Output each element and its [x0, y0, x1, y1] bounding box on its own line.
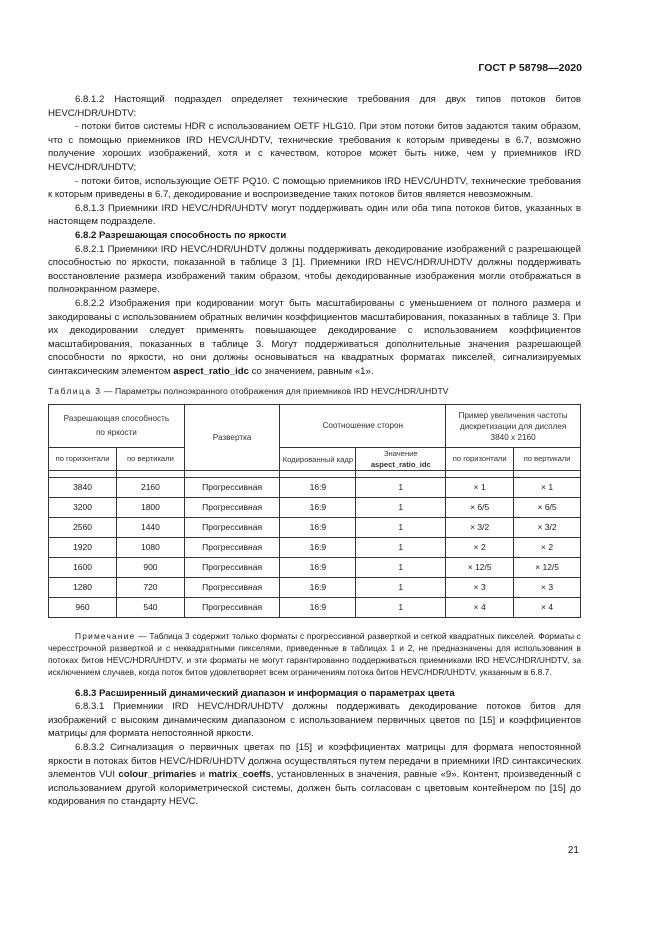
- section-heading-text: 6.8.2 Разрешающая способность по яркости: [75, 229, 287, 241]
- paragraph: 6.8.1.3 Приемники IRD HEVC/HDR/UHDTV могут поддерживать один или оба типа потоков битов, указанных в настоящем подразделе.: [48, 202, 581, 228]
- spacer-cell: [356, 471, 446, 478]
- page-number: 21: [567, 845, 579, 856]
- cell-horizontal: 3840: [49, 478, 117, 498]
- paragraph-text: и: [196, 769, 209, 781]
- cell-idc: 1: [356, 478, 446, 498]
- cell-horizontal: 1280: [49, 578, 117, 598]
- cell-scale-horizontal: × 3: [446, 578, 514, 598]
- cell-scan: Прогрессивная: [184, 558, 280, 578]
- spacer-cell: [446, 471, 514, 478]
- cell-aspect: 16:9: [280, 538, 356, 558]
- cell-aspect: 16:9: [280, 478, 356, 498]
- cell-vertical: 1080: [117, 538, 185, 558]
- cell-scan: Прогрессивная: [184, 478, 280, 498]
- spacer-cell: [117, 471, 185, 478]
- cell-scan: Прогрессивная: [184, 538, 280, 558]
- cell-vertical: 2160: [117, 478, 185, 498]
- standard-header: ГОСТ Р 58798—2020: [478, 62, 582, 74]
- cell-idc: 1: [356, 578, 446, 598]
- table-caption-text: — Параметры полноэкранного отображения для приемников IRD HEVC/HDR/UHDTV: [101, 386, 449, 397]
- syntax-element: aspect_ratio_idc: [173, 365, 249, 377]
- table-body: [49, 471, 581, 618]
- table-note: [48, 631, 581, 679]
- paragraph-text: 6.8.3.2 Сигнализация о первичных цветах по [15] и коэффициентах матрицы для формата непостоянной яркости в потоках битов HEVC/HDR/UHDTV должна осуществляться путем передачи в приемники IRD синтаксических элементов VUI: [48, 742, 581, 781]
- cell-aspect: 16:9: [280, 498, 356, 518]
- cell-scan: Прогрессивная: [184, 518, 280, 538]
- list-item: - потоки битов системы HDR с использованием OETF HLG10. При этом потоки битов задаются таким образом, что с помощью приемников IRD HEVC/UHDTV, технические требования к которым приведены в 6.7, возможно получение хороших изображений, хотя и с качеством, которое может быть ниже, чем у приемников IRD HEVC/HDR/UHDTV;: [48, 121, 581, 173]
- table-caption-label: Таблица 3: [48, 386, 102, 397]
- paragraph: [48, 741, 581, 809]
- cell-horizontal: 1920: [49, 538, 117, 558]
- cell-idc: 1: [356, 518, 446, 538]
- header-coded-frame: Кодированный кадр: [280, 448, 356, 471]
- document-body: [48, 93, 581, 809]
- table-row: [49, 518, 581, 538]
- cell-aspect: 16:9: [280, 558, 356, 578]
- table-row: [49, 558, 581, 578]
- cell-aspect: 16:9: [280, 518, 356, 538]
- syntax-element: colour_primaries: [118, 769, 197, 781]
- cell-horizontal: 1600: [49, 558, 117, 578]
- cell-idc: 1: [356, 598, 446, 618]
- cell-scale-vertical: × 3: [514, 578, 581, 598]
- cell-idc: 1: [356, 558, 446, 578]
- header-value: [356, 448, 446, 471]
- syntax-element: matrix_coeffs: [208, 769, 271, 781]
- table-row: [49, 498, 581, 518]
- cell-idc: 1: [356, 538, 446, 558]
- header-horizontal-2: по горизонтали: [446, 448, 514, 471]
- cell-vertical: 540: [117, 598, 185, 618]
- cell-scale-vertical: × 2: [514, 538, 581, 558]
- cell-scale-vertical: × 1: [514, 478, 581, 498]
- table-row: [49, 538, 581, 558]
- cell-scale-vertical: × 6/5: [514, 498, 581, 518]
- section-heading: [48, 687, 581, 701]
- section-heading-text: 6.8.3 Расширенный динамический диапазон и информация о параметрах цвета: [75, 687, 455, 699]
- cell-scale-vertical: × 12/5: [514, 558, 581, 578]
- paragraph: 6.8.2.1 Приемники IRD HEVC/HDR/UHDTV должны поддерживать декодирование изображений с разрешающей способностью по яркости, показанной в таблице 3 [1]. Приемники IRD HEVC/HDR/UHDTV должны поддерживать восстановление размера изображений таким образом, чтобы декодированные изображения могли отображаться в полноэкранном размере.: [48, 243, 581, 296]
- spacer-cell: [184, 471, 280, 478]
- cell-scan: Прогрессивная: [184, 578, 280, 598]
- table-row: [49, 578, 581, 598]
- header-value-code: aspect_ratio_idc: [370, 460, 431, 470]
- spacer-cell: [280, 471, 356, 478]
- table-caption: [48, 385, 581, 399]
- list-item: - потоки битов, использующие OETF PQ10. С помощью приемников IRD HEVC/UHDTV, технические требования к которым приведены в 6.7, декодирование и воспроизведение таких потоков битов является невозможным.: [48, 175, 581, 201]
- resolution-table: [48, 404, 581, 618]
- cell-aspect: 16:9: [280, 598, 356, 618]
- header-example: Пример увеличения частоты дискретизации для дисплея 3840 х 2160: [446, 405, 581, 448]
- header-scan: Развертка: [184, 405, 280, 471]
- cell-scan: Прогрессивная: [184, 598, 280, 618]
- cell-scale-horizontal: × 4: [446, 598, 514, 618]
- cell-vertical: 900: [117, 558, 185, 578]
- paragraph-text: 6.8.2.2 Изображения при кодировании могут быть масштабированы с уменьшением от полного размера и закодированы с использованием обратных величин коэффициентов масштабирования, показанных в таблице 3. При их декодировании следует применять повышающее декодирование с использованием коэффициентов масштабирования, показанных в таблице 3. Могут поддерживаться дополнительные значения разрешающей способности по яркости, но они должны основываться на квадратных форматах пикселей, сигнализируемых синтаксическим элементом: [48, 297, 581, 377]
- note-text: — Таблица 3 содержит только форматы с прогрессивной разверткой и сеткой квадратных пикселей. Форматы с чересстрочной разверткой и с неквадратными пикселями, приведенные в таблицах 1 и 2, не предназначены для использования в потоках битов HEVC/HDR/UHDTV, и эти форматы не могут гарантированно поддерживаться приемниками IRD HEVC/HDR/UHDTV, за исключением случаев, когда поток битов удовлетворяет всем ограничениям потока битов HEVC/HDR/UHDTV, указанным в 6.8.7.: [48, 631, 581, 677]
- spacer-cell: [514, 471, 581, 478]
- cell-scan: Прогрессивная: [184, 498, 280, 518]
- paragraph: [48, 297, 581, 379]
- cell-horizontal: 3200: [49, 498, 117, 518]
- header-value-label: Значение: [383, 449, 418, 459]
- cell-vertical: 720: [117, 578, 185, 598]
- cell-scale-horizontal: × 3/2: [446, 518, 514, 538]
- cell-scale-horizontal: × 12/5: [446, 558, 514, 578]
- header-resolution: Разрешающая способность по яркости: [49, 405, 185, 448]
- header-horizontal: по горизонтали: [49, 448, 117, 471]
- cell-horizontal: 2560: [49, 518, 117, 538]
- paragraph-text: со значением, равным «1».: [248, 365, 374, 377]
- cell-scale-vertical: × 3/2: [514, 518, 581, 538]
- section-heading: [48, 229, 581, 243]
- header-vertical: по вертикали: [117, 448, 185, 471]
- table-row: [49, 598, 581, 618]
- cell-scale-horizontal: × 1: [446, 478, 514, 498]
- spacer-cell: [49, 471, 117, 478]
- paragraph: 6.8.3.1 Приемники IRD HEVC/HDR/UHDTV должны поддерживать декодирование потоков битов для изображений с высоким динамическим диапазоном с использованием первичных цветов по [15] и коэффициентов матрицы для формата непостоянной яркости.: [48, 701, 581, 740]
- cell-aspect: 16:9: [280, 578, 356, 598]
- header-aspect: Соотношение сторон: [280, 405, 446, 448]
- cell-horizontal: 960: [49, 598, 117, 618]
- cell-scale-vertical: × 4: [514, 598, 581, 618]
- cell-vertical: 1800: [117, 498, 185, 518]
- header-vertical-2: по вертикали: [514, 448, 581, 471]
- cell-scale-horizontal: × 6/5: [446, 498, 514, 518]
- note-label: Примечание: [75, 631, 136, 642]
- paragraph: 6.8.1.2 Настоящий подраздел определяет технические требования для двух типов потоков битов HEVC/HDR/UHDTV:: [48, 94, 581, 119]
- paragraph-text: , установленных в значения, равные «9». Контент, произведенный с использованием другой колориметрической системы, должен быть согласован с цветовым контейнером по [15] до кодирования по стандарту HEVC.: [48, 769, 581, 808]
- cell-idc: 1: [356, 498, 446, 518]
- table-row: [49, 478, 581, 498]
- table-spacer-row: [49, 471, 581, 478]
- cell-vertical: 1440: [117, 518, 185, 538]
- cell-scale-horizontal: × 2: [446, 538, 514, 558]
